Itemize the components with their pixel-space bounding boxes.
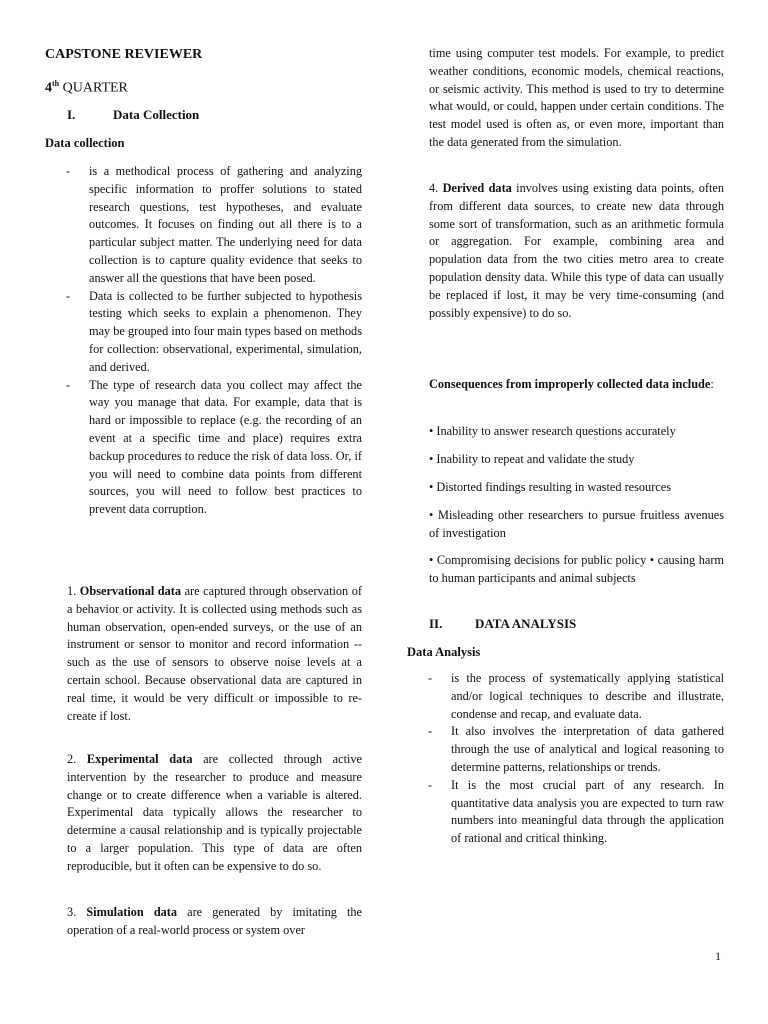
list-item: - Data is collected to be further subjected to hypothesis testing which seeks to explain a phenomenon. They may be grouped into four main types based on methods for collection: observational, experimental, simulation, and derived. [45, 288, 362, 377]
section-number: II. [429, 616, 443, 631]
simulation-data-continued: time using computer test models. For example, to predict weather conditions, economic models, chemical reactions, or seismic activity. This method is used to try to determine what would, or could, happen under certain conditions. The test model used is often as, or even more, important than the data generated from the simulation. [429, 46, 724, 149]
experimental-data-paragraph [67, 751, 362, 876]
section-number: I. [67, 107, 76, 122]
quarter-heading [45, 75, 128, 97]
section-title: DATA ANALYSIS [475, 616, 577, 631]
section-heading-data-collection [67, 106, 199, 124]
item-number: 4. [429, 181, 439, 195]
quarter-label: QUARTER [62, 80, 128, 96]
item-number: 3. [67, 905, 77, 919]
list-item: • Misleading other researchers to pursue fruitless avenues of investigation [429, 508, 724, 540]
item-number: 2. [67, 752, 77, 766]
consequences-colon: : [710, 377, 714, 391]
simulation-data-paragraph [67, 904, 362, 940]
list-item: • Inability to answer research questions accurately [429, 424, 676, 438]
term-experimental-data: Experimental data [86, 752, 193, 766]
list-item: - is the process of systematically applying statistical and/or logical techniques to describe and illustrate, condense and recap, and evaluate data. [407, 670, 724, 723]
list-item: • Inability to repeat and validate the study [429, 452, 635, 466]
subheading-data-collection: Data collection [45, 136, 125, 150]
paragraph-text: are generated by imitating the operation of a real-world process or system over [67, 905, 362, 937]
term-derived-data: Derived data [442, 181, 512, 195]
data-collection-bullets [45, 163, 362, 519]
list-item: - The type of research data you collect may affect the way you manage that data. For example, data that is hard or impossible to replace (e.g. the recording of an event at a specific time and place) requires extra backup procedures to reduce the risk of data loss. Or, if you will need to combine data points from different sources, you will need to follow best practices to prevent data corruption. [45, 377, 362, 519]
paragraph-text: involves using existing data points, often from different data sources, to create new data through some sort of transformation, such as an arithmetic formula or aggregation. For example, combining area and population data from the two cities metro area to create population density data. While this type of data can usually be replaced if lost, it may be very time-consuming (and possibly expensive) to do so. [429, 181, 724, 320]
list-item: - is a methodical process of gathering and analyzing specific information to proffer solutions to stated research questions, test hypotheses, and evaluate outcomes. It focuses on finding out all there is to a particular subject matter. The underlying need for data collection is to capture quality evidence that seeks to answer all the questions that have been posed. [45, 163, 362, 288]
derived-data-paragraph [429, 180, 724, 322]
list-item: • Compromising decisions for public policy • causing harm to human participants and animal subjects [429, 553, 724, 585]
page-number: 1 [715, 949, 721, 963]
list-item: - It is the most crucial part of any research. In quantitative data analysis you are expected to turn raw numbers into meaningful data through the application of rational and critical thinking. [407, 777, 724, 848]
data-analysis-bullets [407, 670, 724, 848]
quarter-number: 4 [45, 80, 52, 96]
section-heading-data-analysis [429, 615, 576, 633]
quarter-suffix: th [52, 79, 60, 88]
list-item: • Distorted findings resulting in wasted resources [429, 480, 671, 494]
list-item: - It also involves the interpretation of data gathered through the use of analytical and logical reasoning to determine patterns, relationships or trends. [407, 723, 724, 776]
paragraph-text: are captured through observation of a behavior or activity. It is collected using methods such as human observation, open-ended surveys, or the use of an instrument or sensor to monitor and record information -- such as the use of sensors to observe noise levels at a certain school. Because observational data are captured in real time, it would be very difficult or impossible to re-create if lost. [67, 584, 362, 723]
section-title: Data Collection [113, 107, 200, 122]
observational-data-paragraph [67, 583, 362, 725]
term-observational-data: Observational data [79, 584, 182, 598]
term-simulation-data: Simulation data [86, 905, 178, 919]
consequences-heading-text: Consequences from improperly collected data include [429, 377, 711, 391]
subheading-data-analysis: Data Analysis [407, 645, 481, 659]
item-number: 1. [67, 584, 77, 598]
paragraph-text: are collected through active intervention by the researcher to produce and measure change or to create difference when a variable is altered. Experimental data typically allows the researcher to determine a causal relationship and is typically projectable to a larger population. This type of data are often reproducible, but it often can be expensive to do so. [67, 752, 363, 873]
document-title: CAPSTONE REVIEWER [45, 47, 203, 62]
consequences-heading [429, 376, 724, 394]
